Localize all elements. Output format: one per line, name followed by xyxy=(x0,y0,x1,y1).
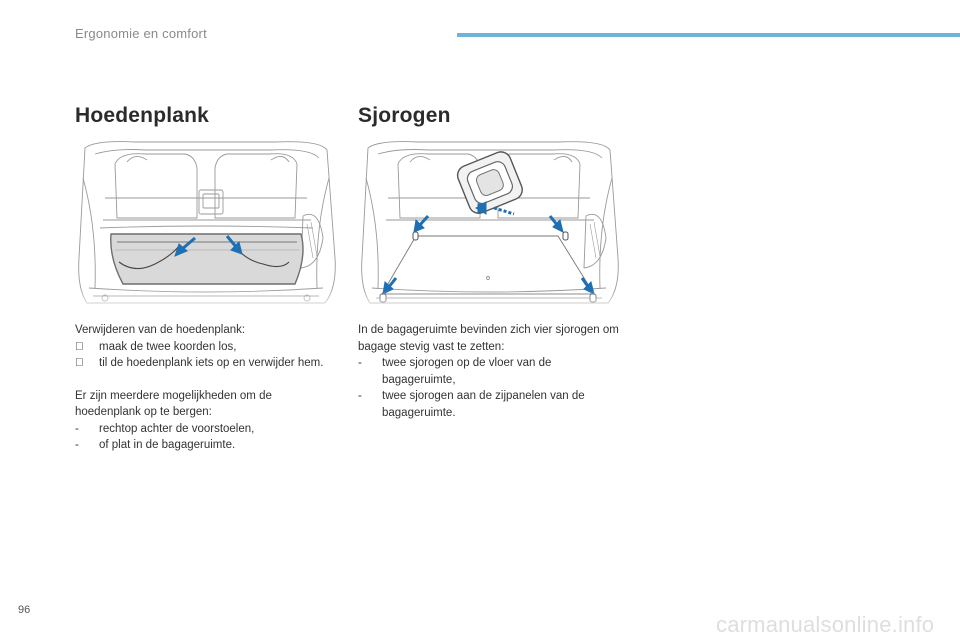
sjorogen-text xyxy=(358,322,628,421)
title-hoedenplank: Hoedenplank xyxy=(75,104,210,127)
lashing-eye-detail xyxy=(455,149,526,216)
lashing-eye-left-side xyxy=(413,232,418,240)
lashing-eyes-drawing xyxy=(358,138,620,315)
storage-intro: Er zijn meerdere mogelijkheden om de hoedenplank op te bergen: xyxy=(75,389,272,418)
dash-bullet: - xyxy=(358,357,362,369)
title-sjorogen: Sjorogen xyxy=(358,104,451,127)
lashing-eyes-illustration xyxy=(358,138,620,315)
parcel-shelf-illustration xyxy=(75,138,337,315)
parcel-shelf-panel xyxy=(111,234,303,284)
header-accent-bar xyxy=(457,33,960,37)
lashing-item: - twee sjorogen op de vloer van de bagageruimte, xyxy=(358,357,552,386)
lashing-item: - twee sjorogen aan de zijpanelen van de bagageruimte. xyxy=(358,390,585,419)
dash-bullet: - xyxy=(358,390,362,402)
parcel-shelf-drawing xyxy=(75,138,337,315)
watermark: carmanualsonline.info xyxy=(716,612,935,637)
lashing-eye-right-side xyxy=(563,232,568,240)
lashing-intro: In de bagageruimte bevinden zich vier sjorogen om bagage stevig vast te zetten: xyxy=(358,324,619,353)
step-item: maak de twee koorden los, xyxy=(75,339,325,356)
option-item: - rechtop achter de voorstoelen, xyxy=(75,421,325,438)
dash-bullet: - xyxy=(75,439,79,451)
option-item: - of plat in de bagageruimte. xyxy=(75,437,325,454)
remove-intro: Verwijderen van de hoedenplank: xyxy=(75,324,246,336)
dash-bullet: - xyxy=(75,422,79,435)
section-header: Ergonomie en comfort xyxy=(75,26,207,41)
page-number: 96 xyxy=(18,604,31,616)
checkbox-bullet-icon xyxy=(75,355,89,372)
step-item: til de hoedenplank iets op en verwijder hem. xyxy=(75,355,325,372)
checkbox-bullet-icon xyxy=(75,339,89,356)
hoedenplank-text xyxy=(75,322,325,454)
